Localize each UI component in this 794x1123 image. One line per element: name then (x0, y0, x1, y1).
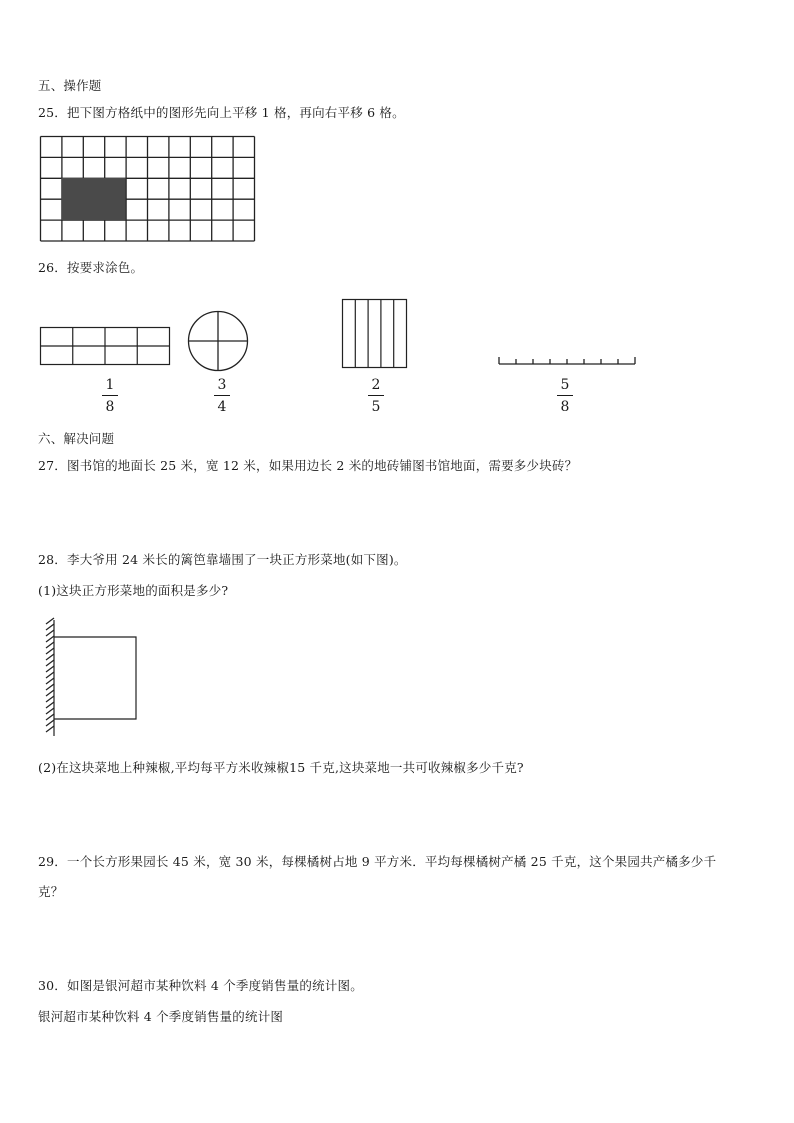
question-28: 28．李大爷用 24 米长的篱笆靠墙围了一块正方形菜地(如下图)。 (38, 552, 407, 567)
question-27: 27．图书馆的地面长 25 米，宽 12 米，如果用边长 2 米的地砖铺图书馆地面，需要多少块砖？ (38, 458, 578, 473)
question-28-part-2: (2)在这块菜地上种辣椒,平均每平方米收辣椒15 千克,这块菜地一共可收辣椒多少千克? (38, 760, 524, 775)
fraction-bar (557, 395, 573, 396)
fraction-five-eighths (555, 377, 575, 415)
fraction-bar (214, 395, 230, 396)
fraction-denominator: 4 (217, 399, 227, 415)
chart-title: 银河超市某种饮料 4 个季度销售量的统计图 (38, 1009, 284, 1024)
question-30: 30．如图是银河超市某种饮料 4 个季度销售量的统计图。 (38, 978, 363, 993)
fraction-denominator: 5 (371, 399, 381, 415)
question-29-line-2: 克？ (38, 884, 64, 899)
fraction-denominator: 8 (560, 399, 570, 415)
segment-figure (498, 356, 638, 370)
fraction-numerator: 5 (560, 377, 570, 393)
fraction-numerator: 1 (105, 377, 115, 393)
question-28-part-1: (1)这块正方形菜地的面积是多少? (38, 583, 229, 598)
fraction-numerator: 3 (217, 377, 227, 393)
fraction-one-eighth (100, 377, 120, 415)
square-garden-figure (38, 620, 142, 738)
fraction-denominator: 8 (105, 399, 115, 415)
section-6-heading: 六、解决问题 (38, 431, 115, 446)
fraction-two-fifths (366, 377, 386, 415)
shaded-rectangle (61, 178, 125, 220)
section-5-heading: 五、操作题 (38, 78, 102, 93)
question-26: 26．按要求涂色。 (38, 260, 144, 275)
question-25: 25．把下图方格纸中的图形先向上平移 1 格，再向右平移 6 格。 (38, 105, 405, 120)
fraction-bar (368, 395, 384, 396)
question-29-line-1: 29．一个长方形果园长 45 米，宽 30 米，每棵橘树占地 9 平方米．平均每棵橘树产橘 25 千克，这个果园共产橘多少千 (38, 854, 717, 869)
fraction-three-quarters (212, 377, 232, 415)
strips-figure (342, 299, 408, 369)
fraction-bar (102, 395, 118, 396)
fraction-numerator: 2 (371, 377, 381, 393)
circle-figure (187, 310, 249, 372)
grid-paper (40, 136, 256, 242)
rectangle-bar-figure (40, 327, 170, 367)
